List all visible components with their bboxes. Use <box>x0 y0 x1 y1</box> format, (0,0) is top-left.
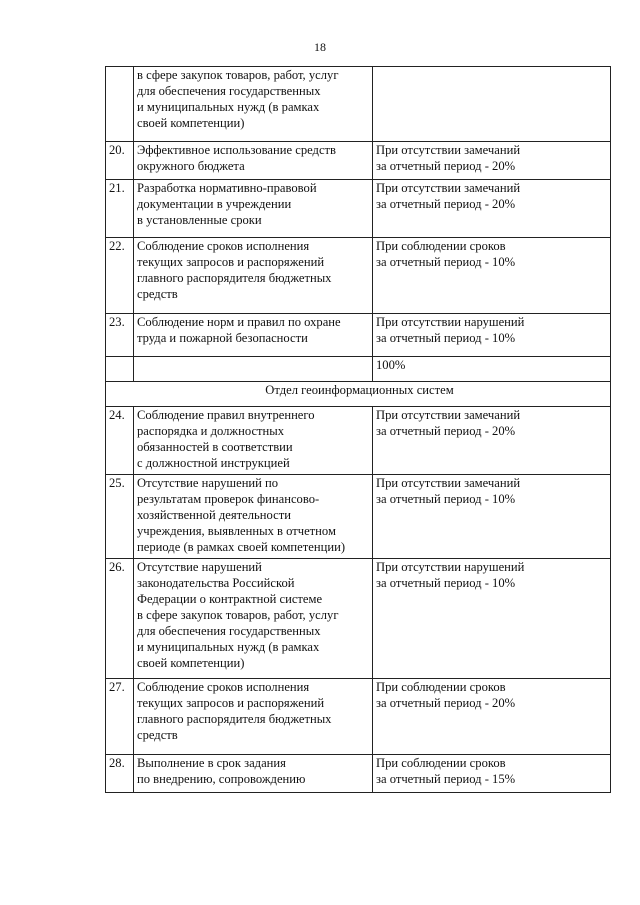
criterion-text: Соблюдение правил внутреннего распорядка и должностных обязанностей в соответствии с должностной инструкцией <box>134 407 373 475</box>
condition-text: 100% <box>373 357 611 382</box>
condition-text: При соблюдении сроков за отчетный период - 10% <box>373 238 611 314</box>
criterion-text: Выполнение в срок задания по внедрению, сопровождению <box>134 755 373 793</box>
criterion-text <box>134 357 373 382</box>
condition-text: При отсутствии замечаний за отчетный период - 10% <box>373 475 611 559</box>
row-number: 20. <box>106 142 134 180</box>
condition-text: При соблюдении сроков за отчетный период - 20% <box>373 679 611 755</box>
row-number: 22. <box>106 238 134 314</box>
row-number: 23. <box>106 314 134 357</box>
condition-text: При отсутствии нарушений за отчетный период - 10% <box>373 314 611 357</box>
row-number <box>106 357 134 382</box>
row-number: 27. <box>106 679 134 755</box>
table-row <box>106 679 611 755</box>
row-number: 21. <box>106 180 134 238</box>
criterion-text: Отсутствие нарушений по результатам проверок финансово- хозяйственной деятельности учреждения, выявленных в отчетном периоде (в рамках своей компетенции) <box>134 475 373 559</box>
condition-text: При соблюдении сроков за отчетный период - 15% <box>373 755 611 793</box>
criterion-text: Разработка нормативно-правовой документации в учреждении в установленные сроки <box>134 180 373 238</box>
criterion-text: Эффективное использование средств окружного бюджета <box>134 142 373 180</box>
condition-text: При отсутствии замечаний за отчетный период - 20% <box>373 180 611 238</box>
table-row <box>106 67 611 142</box>
row-number <box>106 67 134 142</box>
condition-text <box>373 67 611 142</box>
table-row <box>106 142 611 180</box>
condition-text: При отсутствии нарушений за отчетный период - 10% <box>373 559 611 679</box>
row-number: 25. <box>106 475 134 559</box>
condition-text: При отсутствии замечаний за отчетный период - 20% <box>373 407 611 475</box>
criterion-text: Соблюдение сроков исполнения текущих запросов и распоряжений главного распорядителя бюджетных средств <box>134 679 373 755</box>
table-row <box>106 238 611 314</box>
table-row <box>106 559 611 679</box>
criteria-table <box>105 66 611 793</box>
section-header-row <box>106 382 611 407</box>
section-title: Отдел геоинформационных систем <box>106 382 611 407</box>
page-number: 18 <box>314 40 326 54</box>
criterion-text: Соблюдение норм и правил по охране труда и пожарной безопасности <box>134 314 373 357</box>
row-number: 28. <box>106 755 134 793</box>
table-row <box>106 475 611 559</box>
row-number: 26. <box>106 559 134 679</box>
table-row <box>106 755 611 793</box>
table-row <box>106 357 611 382</box>
table-row <box>106 314 611 357</box>
condition-text: При отсутствии замечаний за отчетный период - 20% <box>373 142 611 180</box>
table-row <box>106 180 611 238</box>
criterion-text: в сфере закупок товаров, работ, услуг для обеспечения государственных и муниципальных нужд (в рамках своей компетенции) <box>134 67 373 142</box>
row-number: 24. <box>106 407 134 475</box>
criterion-text: Соблюдение сроков исполнения текущих запросов и распоряжений главного распорядителя бюджетных средств <box>134 238 373 314</box>
table-row <box>106 407 611 475</box>
criteria-table-body <box>106 67 611 793</box>
criterion-text: Отсутствие нарушений законодательства Российской Федерации о контрактной системе в сфере закупок товаров, работ, услуг для обеспечения государственных и муниципальных нужд (в рамках своей компетенции) <box>134 559 373 679</box>
